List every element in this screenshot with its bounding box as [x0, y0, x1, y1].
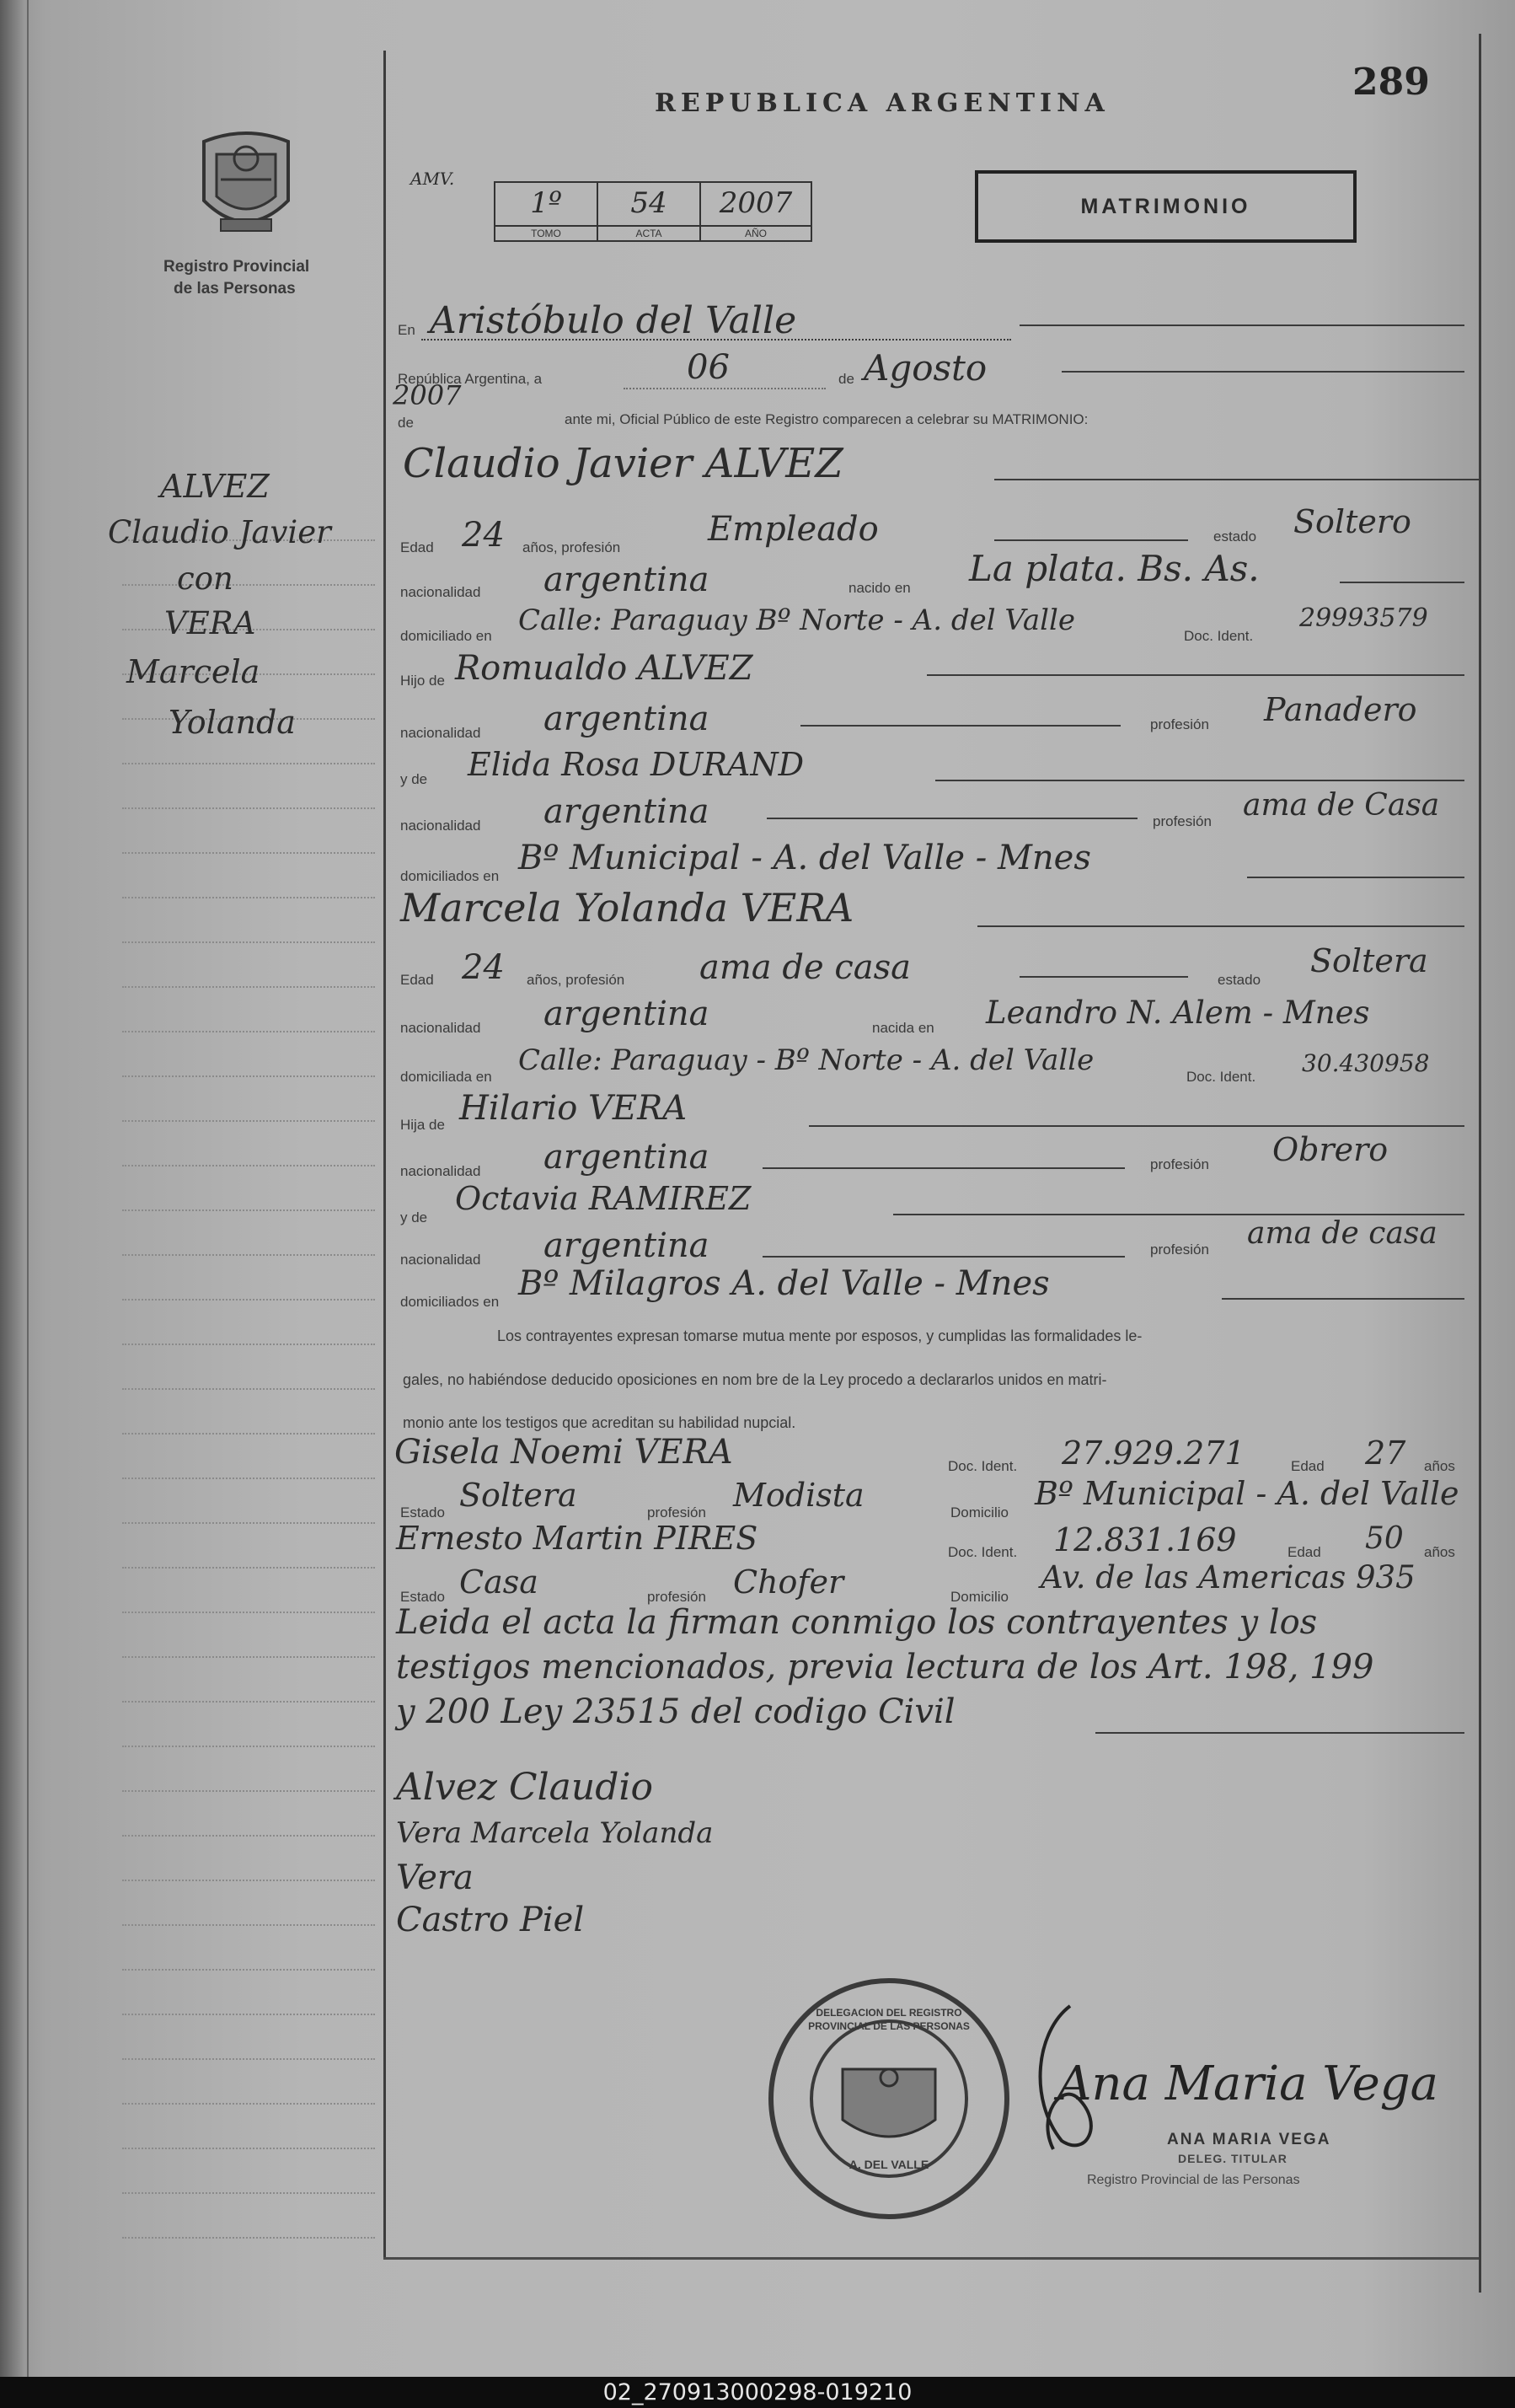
- groom-father-profession: Panadero: [1264, 691, 1417, 728]
- margin-note-given2b: Yolanda: [169, 704, 296, 741]
- margin-note-surname: ALVEZ: [160, 468, 270, 505]
- groom-nac-label: nacionalidad: [400, 584, 481, 600]
- bride-father-prof-label: profesión: [1150, 1156, 1209, 1172]
- margin-note-given2a: Marcela: [126, 653, 260, 690]
- groom-prof-label: años, profesión: [522, 539, 621, 555]
- signature-bride: Vera Marcela Yolanda: [396, 1816, 714, 1850]
- signature-witness1: Vera: [396, 1858, 474, 1897]
- bride-prof-label: años, profesión: [527, 972, 625, 988]
- page-number: 289: [1352, 61, 1430, 104]
- groom-yde-label: y de: [400, 771, 428, 787]
- bride-hija-label: Hija de: [400, 1117, 445, 1133]
- anio-label: AÑO: [701, 225, 811, 239]
- place: Aristóbulo del Valle: [430, 299, 797, 342]
- groom-edad-label: Edad: [400, 539, 434, 555]
- official-name: ANA MARIA VEGA: [1167, 2131, 1331, 2148]
- bride-dom-label: domiciliada en: [400, 1069, 492, 1085]
- year: 2007: [393, 379, 462, 411]
- witness1-age: 27: [1365, 1435, 1406, 1472]
- body-text-line3: monio ante los testigos que acreditan su habilidad nupcial.: [403, 1414, 796, 1431]
- groom-father-prof-label: profesión: [1150, 716, 1209, 732]
- witness2-anos-label: años: [1424, 1544, 1455, 1560]
- bride-father-nationality: argentina: [543, 1138, 709, 1177]
- tomo-value: 1º: [530, 186, 562, 220]
- ante-mi-text: ante mi, Oficial Público de este Registro comparecen a celebrar su MATRIMONIO:: [565, 411, 1089, 427]
- tomo-label: TOMO: [495, 225, 597, 239]
- groom-father-nationality: argentina: [543, 700, 709, 738]
- groom-mother-nationality: argentina: [543, 792, 709, 831]
- bride-profession: ama de casa: [699, 948, 911, 987]
- footer-file-id: 02_270913000298-019210: [0, 2377, 1515, 2408]
- bride-status: Soltera: [1310, 942, 1428, 979]
- margin-note-given: Claudio Javier: [108, 514, 331, 550]
- closing-line2: testigos mencionados, previa lectura de los Art. 198, 199: [396, 1648, 1374, 1687]
- bride-parents-dom-label: domiciliados en: [400, 1294, 500, 1310]
- witness2-dom-label: Domicilio: [950, 1589, 1009, 1605]
- official-signature: Ana Maria Vega: [1057, 2057, 1438, 2111]
- bride-name: Marcela Yolanda VERA: [400, 885, 854, 930]
- closing-line1: Leida el acta la firman conmigo los contrayentes y los: [396, 1603, 1318, 1642]
- bride-father: Hilario VERA: [459, 1089, 688, 1128]
- groom-mother: Elida Rosa DURAND: [468, 746, 805, 783]
- en-label: En: [398, 322, 415, 338]
- groom-age: 24: [462, 516, 505, 555]
- witness2-doc: 12.831.169: [1053, 1521, 1237, 1558]
- groom-mother-nac-label: nacionalidad: [400, 818, 481, 834]
- margin-line-left: [27, 0, 29, 2377]
- bride-mother-profession: ama de casa: [1247, 1216, 1437, 1251]
- groom-estado-label: estado: [1213, 528, 1257, 544]
- witness1-prof-label: profesión: [647, 1504, 706, 1520]
- witness1-profession: Modista: [733, 1477, 865, 1514]
- witness1-doc: 27.929.271: [1062, 1435, 1245, 1472]
- groom-parents-dom-label: domiciliados en: [400, 868, 500, 884]
- month: Agosto: [864, 347, 988, 389]
- margin-note-surname2: VERA: [164, 605, 256, 641]
- closing-line3: y 200 Ley 23515 del codigo Civil: [396, 1692, 956, 1731]
- bride-mother-nationality: argentina: [543, 1226, 709, 1265]
- witness1-doc-label: Doc. Ident.: [948, 1458, 1018, 1474]
- groom-mother-profession: ama de Casa: [1243, 788, 1440, 823]
- de2-label: de: [398, 415, 414, 431]
- official-title: DELEG. TITULAR: [1178, 2152, 1287, 2165]
- record-type: MATRIMONIO: [1080, 195, 1251, 218]
- groom-hijo-label: Hijo de: [400, 673, 445, 689]
- amv-note: AMV.: [410, 169, 455, 189]
- country-heading: REPUBLICA ARGENTINA: [655, 88, 1110, 118]
- groom-name: Claudio Javier ALVEZ: [403, 440, 843, 487]
- witness1-anos-label: años: [1424, 1458, 1455, 1474]
- right-border: [1479, 34, 1481, 2293]
- bride-yde-label: y de: [400, 1209, 428, 1225]
- bride-age: 24: [462, 948, 505, 987]
- witness2-age: 50: [1365, 1521, 1404, 1556]
- stamp-ring-text: DELEGACION DEL REGISTRO PROVINCIAL DE LAS PERSONAS: [808, 2007, 970, 2032]
- bride-edad-label: Edad: [400, 972, 434, 988]
- column-divider: [383, 51, 386, 2259]
- bride-doc-label: Doc. Ident.: [1186, 1069, 1256, 1085]
- witness1-dom-label: Domicilio: [950, 1504, 1009, 1520]
- bride-birthplace: Leandro N. Alem - Mnes: [986, 995, 1370, 1031]
- bride-father-profession: Obrero: [1272, 1131, 1389, 1168]
- witness1-address: Bº Municipal - A. del Valle: [1035, 1475, 1459, 1512]
- day: 06: [687, 348, 730, 387]
- groom-status: Soltero: [1293, 503, 1411, 540]
- groom-parents-address: Bº Municipal - A. del Valle - Mnes: [518, 839, 1091, 877]
- coat-of-arms-emblem: [195, 125, 297, 243]
- bottom-border: [383, 2257, 1479, 2260]
- bride-nacida-label: nacida en: [872, 1020, 934, 1036]
- bride-estado-label: estado: [1218, 972, 1261, 988]
- bride-address: Calle: Paraguay - Bº Norte - A. del Valle: [518, 1043, 1095, 1077]
- groom-address: Calle: Paraguay Bº Norte - A. del Valle: [518, 603, 1075, 637]
- bride-parents-address: Bº Milagros A. del Valle - Mnes: [518, 1264, 1050, 1303]
- signature-witness2: Castro Piel: [396, 1901, 585, 1939]
- witness1-estado-label: Estado: [400, 1504, 445, 1520]
- republica-label: República Argentina, a: [398, 371, 543, 387]
- acta-value: 54: [630, 186, 667, 220]
- witness2-name: Ernesto Martin PIRES: [396, 1520, 758, 1557]
- registry-name-line1: Registro Provincial: [163, 258, 310, 276]
- witness2-profession: Chofer: [733, 1563, 844, 1601]
- witness2-estado-label: Estado: [400, 1589, 445, 1605]
- binding-edge: [0, 0, 25, 2377]
- registry-name-line2: de las Personas: [174, 280, 296, 298]
- record-number-box: [494, 181, 812, 242]
- groom-nacido-label: nacido en: [849, 580, 911, 596]
- witness2-edad-label: Edad: [1287, 1544, 1321, 1560]
- bride-father-nac-label: nacionalidad: [400, 1163, 481, 1179]
- margin-note-con: con: [177, 560, 233, 597]
- signature-groom: Alvez Claudio: [396, 1766, 653, 1809]
- groom-profession: Empleado: [708, 510, 879, 549]
- official-signature-flourish: [1020, 1998, 1121, 2166]
- body-text-line1: Los contrayentes expresan tomarse mutua mente por esposos, y cumplidas las formalidades le-: [497, 1327, 1143, 1344]
- acta-label: ACTA: [598, 225, 699, 239]
- bride-mother-nac-label: nacionalidad: [400, 1252, 481, 1268]
- witness2-doc-label: Doc. Ident.: [948, 1544, 1018, 1560]
- witness2-address: Av. de las Americas 935: [1041, 1559, 1416, 1596]
- bride-nationality: argentina: [543, 995, 709, 1033]
- official-office: Registro Provincial de las Personas: [1087, 2173, 1300, 2187]
- groom-nationality: argentina: [543, 560, 709, 599]
- groom-dom-label: domiciliado en: [400, 628, 492, 644]
- witness1-status: Soltera: [459, 1477, 577, 1514]
- witness1-name: Gisela Noemi VERA: [394, 1433, 733, 1472]
- bride-mother-prof-label: profesión: [1150, 1242, 1209, 1258]
- groom-father-nac-label: nacionalidad: [400, 725, 481, 741]
- stamp-center-text: A. DEL VALLE: [849, 2158, 929, 2171]
- body-text-line2: gales, no habiéndose deducido oposiciones en nom bre de la Ley procedo a declararlos unidos en matri-: [403, 1371, 1107, 1388]
- witness1-edad-label: Edad: [1291, 1458, 1325, 1474]
- bride-doc: 30.430958: [1302, 1049, 1430, 1077]
- record-type-box: [975, 170, 1357, 243]
- witness2-prof-label: profesión: [647, 1589, 706, 1605]
- bride-mother: Octavia RAMIREZ: [455, 1180, 752, 1217]
- de-label: de: [838, 371, 854, 387]
- bride-nac-label: nacionalidad: [400, 1020, 481, 1036]
- witness2-status: Casa: [459, 1563, 538, 1601]
- groom-birthplace: La plata. Bs. As.: [969, 548, 1260, 589]
- anio-value: 2007: [719, 186, 793, 220]
- groom-father: Romualdo ALVEZ: [455, 649, 753, 688]
- groom-mother-prof-label: profesión: [1153, 813, 1212, 829]
- groom-doc: 29993579: [1299, 603, 1428, 633]
- groom-doc-label: Doc. Ident.: [1184, 628, 1254, 644]
